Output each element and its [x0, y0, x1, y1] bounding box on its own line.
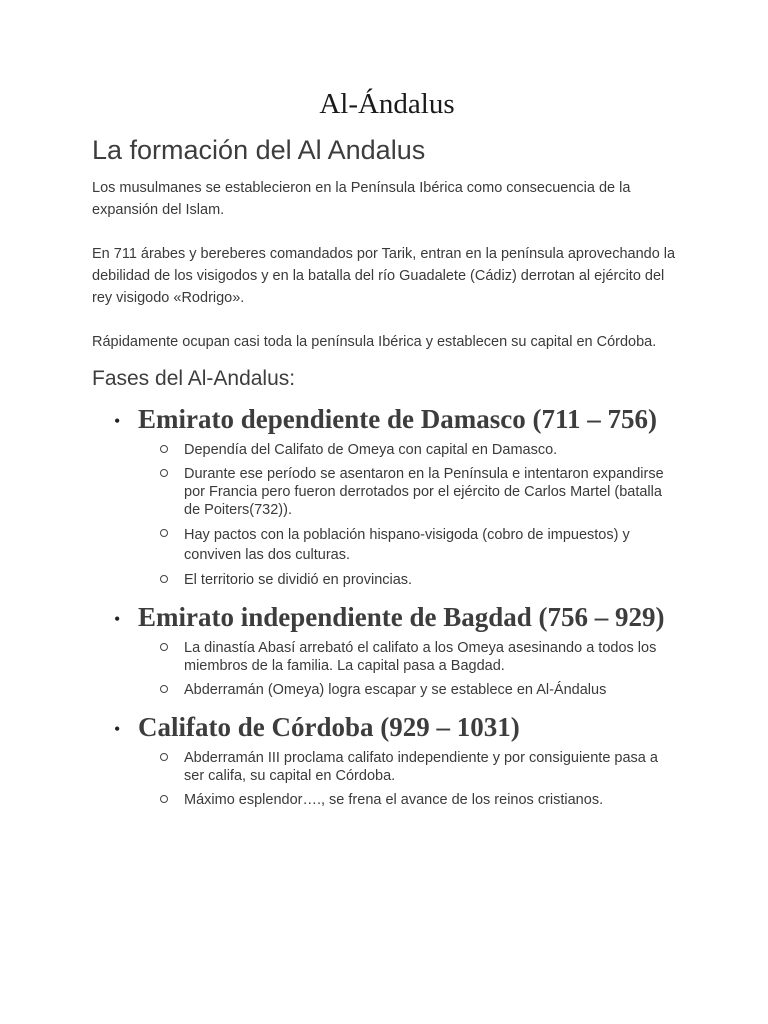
bullet-icon: •: [114, 411, 121, 431]
circle-bullet-icon: [160, 575, 168, 583]
list-item-text: La dinastía Abasí arrebató el califato a los Omeya asesinando a todos los miembros de la familia. La capital pasa a Bagdad.: [184, 640, 657, 674]
phases-list: [92, 403, 682, 809]
list-item: [138, 681, 682, 699]
phase-title: Emirato independiente de Bagdad (756 – 929): [138, 602, 665, 632]
bullet-icon: •: [114, 719, 121, 739]
phase-title: Emirato dependiente de Damasco (711 – 756): [138, 404, 657, 434]
list-item: [138, 639, 682, 675]
circle-bullet-icon: [160, 795, 168, 803]
list-item-text: Abderramán III proclama califato independiente y por consiguiente pasa a ser califa, su capital en Córdoba.: [184, 750, 658, 784]
list-item: [138, 465, 682, 519]
phase-title: Califato de Córdoba (929 – 1031): [138, 712, 520, 742]
document-title: Al-Ándalus: [319, 88, 455, 120]
list-item: [138, 791, 682, 809]
phase-details-list: [138, 749, 682, 809]
circle-bullet-icon: [160, 643, 168, 651]
circle-bullet-icon: [160, 753, 168, 761]
circle-bullet-icon: [160, 685, 168, 693]
paragraph: Los musulmanes se establecieron en la Península Ibérica como consecuencia de la expansión del Islam.: [92, 180, 631, 218]
document-page: [92, 86, 682, 821]
list-item-text: Durante ese período se asentaron en la Península e intentaron expandirse por Francia pero fueron derrotados por el ejército de Carlos Martel (batalla de Poiters(732)).: [184, 466, 664, 518]
list-item-text: Hay pactos con la población hispano-visigoda (cobro de impuestos) y conviven las dos culturas.: [184, 527, 630, 563]
phase-item: [92, 711, 682, 809]
list-item: [138, 525, 682, 565]
circle-bullet-icon: [160, 529, 168, 537]
paragraph: En 711 árabes y bereberes comandados por Tarik, entran en la península aprovechando la debilidad de los visigodos y en la batalla del río Guadalete (Cádiz) derrotan al ejército del rey visigodo «Rodrigo».: [92, 246, 676, 306]
list-item-text: El territorio se dividió en provincias.: [184, 572, 413, 588]
paragraph: Rápidamente ocupan casi toda la península Ibérica y establecen su capital en Córdoba.: [92, 334, 657, 350]
list-item-text: Máximo esplendor…., se frena el avance de los reinos cristianos.: [184, 792, 604, 808]
phase-item: [92, 403, 682, 589]
list-item: [138, 441, 682, 459]
phase-details-list: [138, 639, 682, 699]
bullet-icon: •: [114, 609, 121, 629]
phase-item: [92, 601, 682, 699]
circle-bullet-icon: [160, 445, 168, 453]
circle-bullet-icon: [160, 469, 168, 477]
section-heading: La formación del Al Andalus: [92, 135, 426, 165]
phase-details-list: [138, 441, 682, 589]
list-item: [138, 571, 682, 589]
phases-heading: Fases del Al-Andalus:: [92, 367, 296, 390]
list-item: [138, 749, 682, 785]
list-item-text: Abderramán (Omeya) logra escapar y se establece en Al-Ándalus: [184, 682, 607, 698]
list-item-text: Dependía del Califato de Omeya con capital en Damasco.: [184, 442, 558, 458]
